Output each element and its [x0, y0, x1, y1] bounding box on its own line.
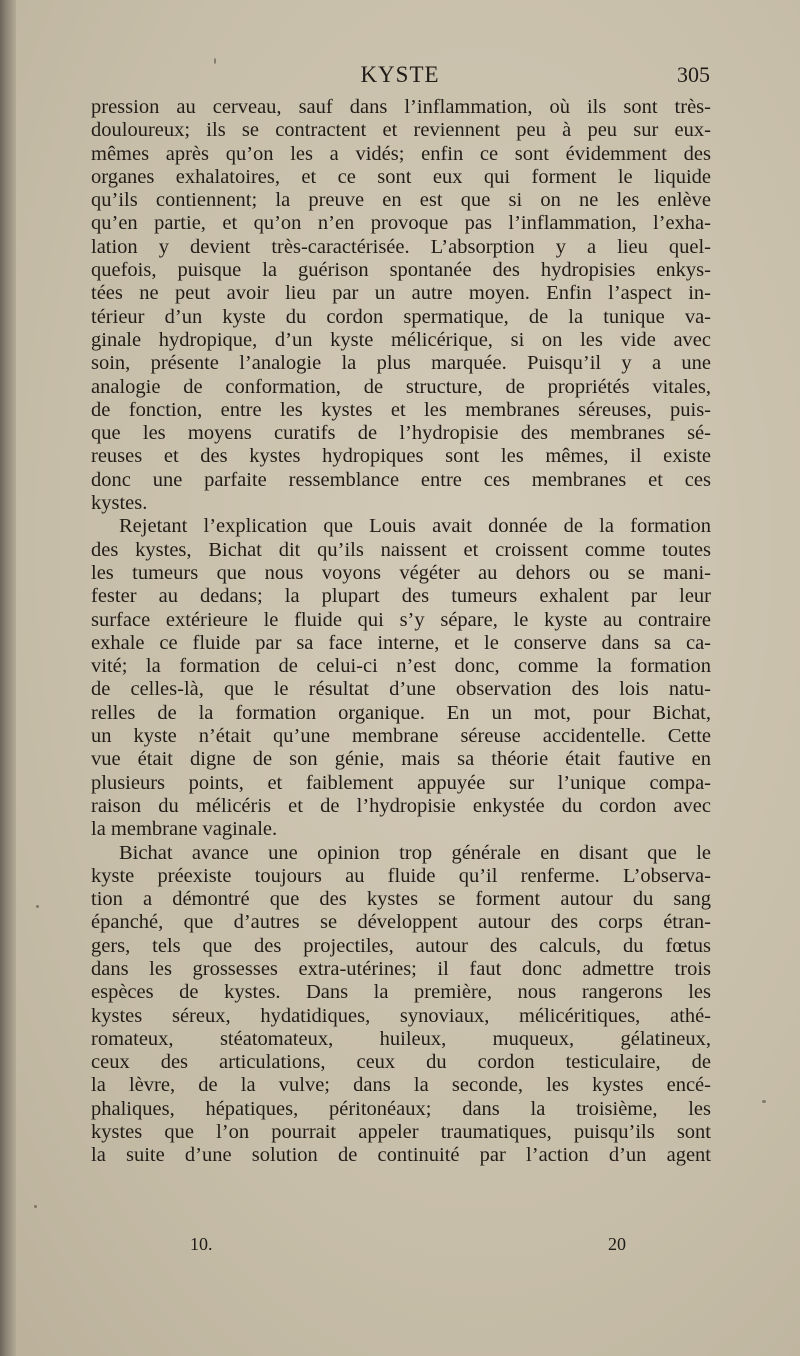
text-line: surface extérieure le fluide qui s’y sépare, le kyste au contraire: [91, 608, 711, 631]
text-line: térieur d’un kyste du cordon spermatique, de la tunique va-: [91, 305, 711, 328]
text-line: phaliques, hépatiques, péritonéaux; dans la troisième, les: [91, 1097, 711, 1120]
paragraph-start-line: Rejetant l’explication que Louis avait donnée de la formation: [119, 515, 711, 538]
text-line: ginale hydropique, d’un kyste mélicérique, si on les vide avec: [91, 328, 711, 351]
text-line: des kystes, Bichat dit qu’ils naissent et croissent comme toutes: [91, 538, 711, 561]
text-line: gers, tels que des projectiles, autour des calculs, du fœtus: [91, 934, 711, 957]
text-line: de fonction, entre les kystes et les membranes séreuses, puis-: [91, 398, 711, 421]
text-line: pression au cerveau, sauf dans l’inflammation, où ils sont très-: [91, 96, 711, 118]
text-line: dans les grossesses extra-utérines; il faut donc admettre trois: [91, 957, 711, 980]
text-line: fester au dedans; la plupart des tumeurs exhalent par leur: [91, 585, 711, 608]
binding-edge: [0, 0, 16, 1356]
text-line: un kyste n’était qu’une membrane séreuse accidentelle. Cette: [91, 725, 711, 748]
text-line: épanché, que d’autres se développent autour des corps étran-: [91, 911, 711, 934]
running-head: [90, 62, 710, 92]
text-line: ceux des articulations, ceux du cordon testiculaire, de: [91, 1051, 711, 1074]
paper-speck: [762, 1100, 766, 1103]
text-line: qu’ils contiennent; la preuve en est que si on ne les enlève: [91, 189, 711, 212]
text-line: plusieurs points, et faiblement appuyée sur l’unique compa-: [91, 771, 711, 794]
signature-mark-right: 20: [608, 1234, 626, 1254]
running-title: KYSTE: [360, 62, 440, 87]
text-line: quefois, puisque la guérison spontanée des hydropisies enkys-: [91, 259, 711, 282]
text-line: relles de la formation organique. En un mot, pour Bichat,: [91, 701, 711, 724]
text-line: espèces de kystes. Dans la première, nous rangerons les: [91, 981, 711, 1004]
text-line: vue était digne de son génie, mais sa théorie était fautive en: [91, 748, 711, 771]
text-line: raison du mélicéris et de l’hydropisie enkystée du cordon avec: [91, 794, 711, 817]
paper-speck: [214, 58, 216, 64]
text-line: vité; la formation de celui-ci n’est donc, comme la formation: [91, 655, 711, 678]
text-line: soin, présente l’analogie la plus marquée. Puisqu’il y a une: [91, 352, 711, 375]
text-line: les tumeurs que nous voyons végéter au dehors ou se mani-: [91, 561, 711, 584]
signature-footer: [190, 1234, 640, 1258]
text-line: la membrane vaginale.: [91, 818, 278, 841]
text-line: donc une parfaite ressemblance entre ces membranes et ces: [91, 468, 711, 491]
text-line: mêmes après qu’on les a vidés; enfin ce sont évidemment des: [91, 142, 711, 165]
text-line: exhale ce fluide par sa face interne, et le conserve dans sa ca-: [91, 631, 711, 654]
paper-speck: [34, 1205, 37, 1208]
text-line: analogie de conformation, de structure, de propriétés vitales,: [91, 375, 711, 398]
text-line: qu’en partie, et qu’on n’en provoque pas l’inflammation, l’exha-: [91, 212, 711, 235]
text-line: kystes séreux, hydatidiques, synoviaux, mélicéritiques, athé-: [91, 1004, 711, 1027]
text-line: que les moyens curatifs de l’hydropisie des membranes sé-: [91, 422, 711, 445]
text-line: de celles-là, que le résultat d’une observation des lois natu-: [91, 678, 711, 701]
text-line: douloureux; ils se contractent et reviennent peu à peu sur eux-: [91, 119, 711, 142]
text-line: tion a démontré que des kystes se forment autour du sang: [91, 888, 711, 911]
text-line: tées ne peut avoir lieu par un autre moyen. Enfin l’aspect in-: [91, 282, 711, 305]
text-line: la lèvre, de la vulve; dans la seconde, les kystes encé-: [91, 1074, 711, 1097]
text-line: kystes.: [91, 492, 148, 515]
body-text: [91, 96, 711, 1168]
paper-speck: [36, 905, 39, 908]
page-number: 305: [677, 62, 710, 87]
text-line: lation y devient très-caractérisée. L’absorption y a lieu quel-: [91, 235, 711, 258]
text-line: kystes que l’on pourrait appeler traumatiques, puisqu’ils sont: [91, 1121, 711, 1144]
paragraph-start-line: Bichat avance une opinion trop générale en disant que le: [119, 841, 711, 864]
text-line: romateux, stéatomateux, huileux, muqueux, gélatineux,: [91, 1027, 711, 1050]
text-line: reuses et des kystes hydropiques sont les mêmes, il existe: [91, 445, 711, 468]
text-line: la suite d’une solution de continuité par l’action d’un agent: [91, 1144, 711, 1167]
text-line: organes exhalatoires, et ce sont eux qui forment le liquide: [91, 165, 711, 188]
signature-mark-left: 10.: [190, 1234, 213, 1254]
text-line: kyste préexiste toujours au fluide qu’il renferme. L’observa-: [91, 864, 711, 887]
